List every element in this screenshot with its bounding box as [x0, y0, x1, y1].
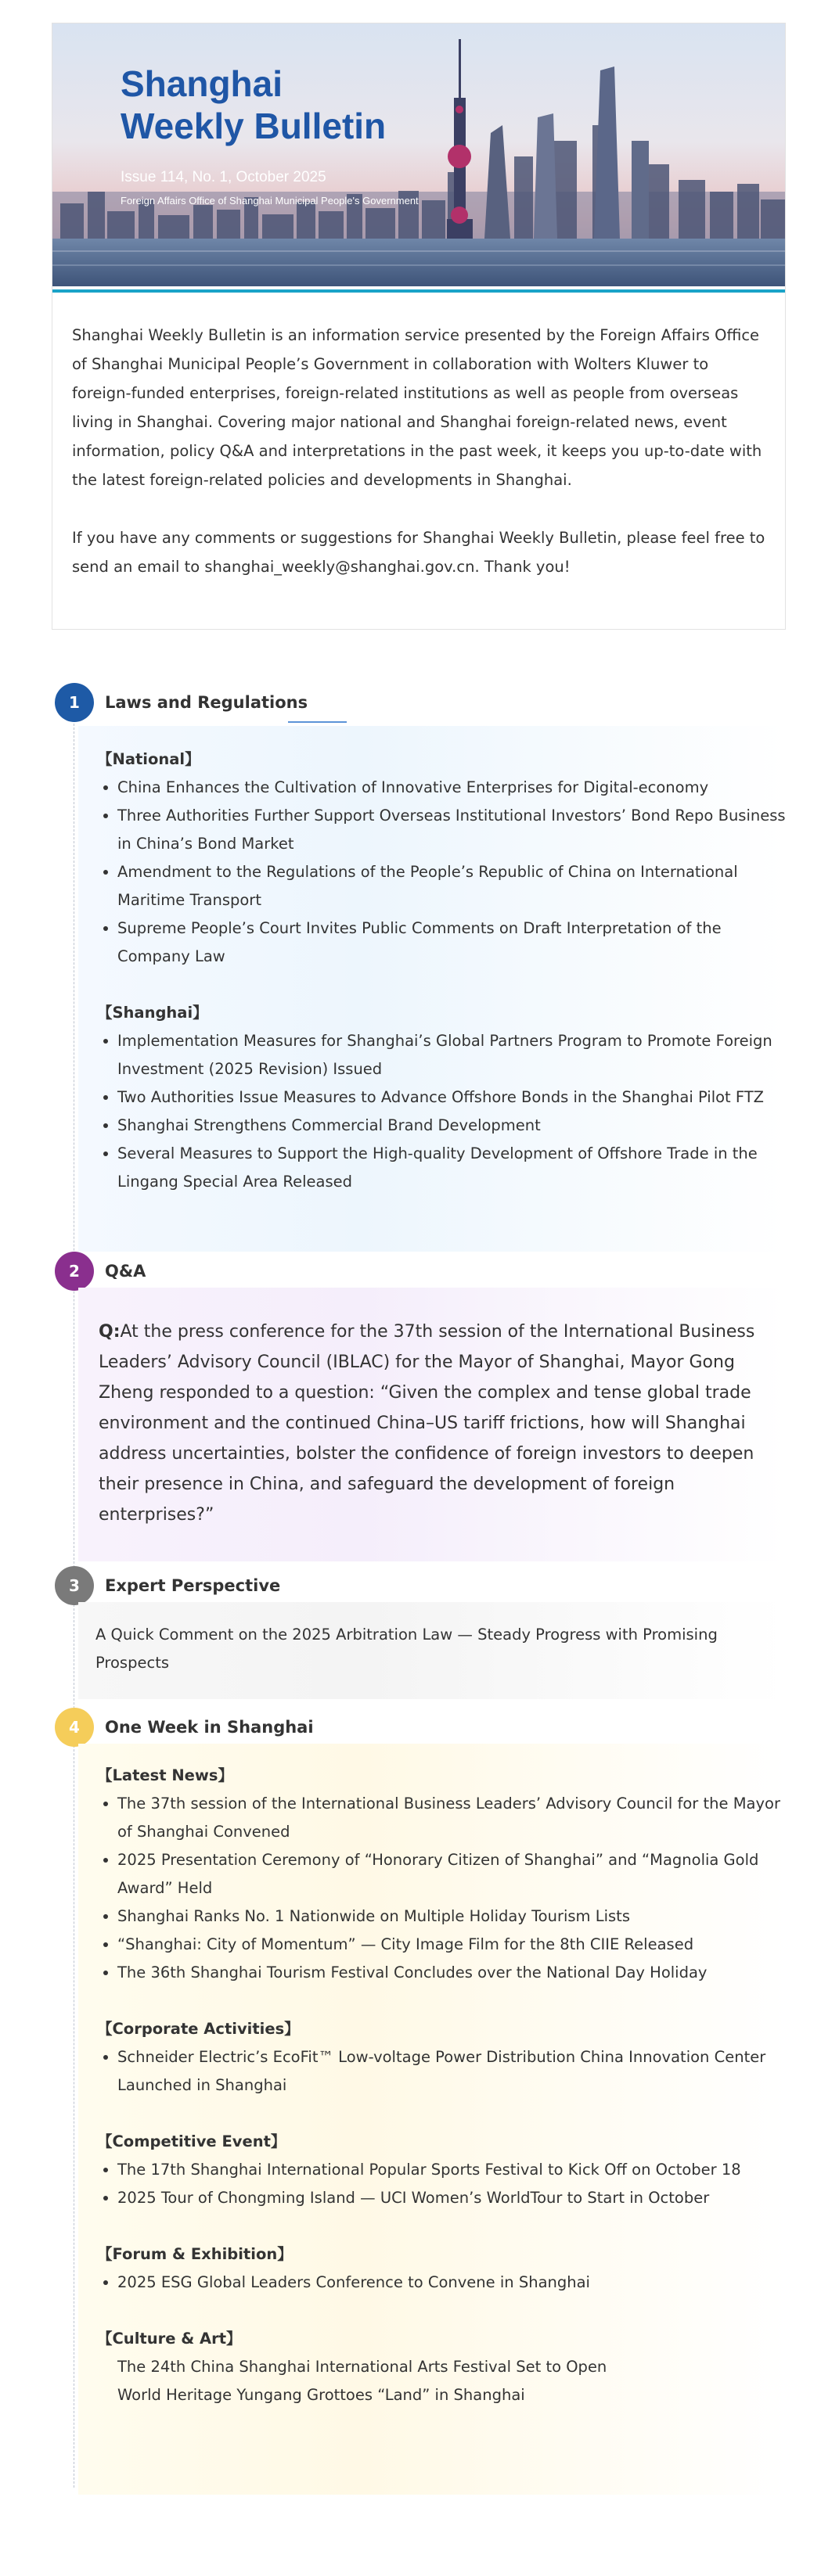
- expert-article-link[interactable]: A Quick Comment on the 2025 Arbitration Law — Steady Progress with Promising Prospects: [95, 1626, 718, 1672]
- group-heading-culture: 【Culture & Art】: [97, 2330, 242, 2348]
- title-underline: [288, 721, 347, 723]
- list-item-link[interactable]: Schneider Electric’s EcoFit™ Low-voltage Power Distribution China Innovation Center Launched in Shanghai: [97, 2043, 786, 2100]
- section-number-laws: 1: [55, 683, 94, 722]
- shanghai-list: [97, 1027, 786, 1196]
- list-item-link[interactable]: 2025 Presentation Ceremony of “Honorary Citizen of Shanghai” and “Magnolia Gold Award” Held: [97, 1846, 786, 1902]
- bulletin-title-line2: Weekly Bulletin: [121, 106, 387, 146]
- list-item-link[interactable]: The 36th Shanghai Tourism Festival Concludes over the National Day Holiday: [97, 1959, 786, 1987]
- list-item-link[interactable]: Several Measures to Support the High-quality Development of Offshore Trade in the Lingang Special Area Released: [97, 1140, 786, 1196]
- spacer: [97, 2100, 786, 2128]
- list-item-link[interactable]: Amendment to the Regulations of the People’s Republic of China on International Maritime Transport: [97, 858, 786, 914]
- section-number-expert: 3: [55, 1566, 94, 1605]
- section-number-week: 4: [55, 1708, 94, 1747]
- list-item-link[interactable]: Shanghai Ranks No. 1 Nationwide on Multiple Holiday Tourism Lists: [97, 1902, 786, 1931]
- spacer: [97, 971, 786, 999]
- group-heading-corporate: 【Corporate Activities】: [97, 2020, 300, 2038]
- list-item-link[interactable]: 2025 Tour of Chongming Island — UCI Women’s WorldTour to Start in October: [97, 2184, 786, 2212]
- laws-content: [97, 745, 786, 1196]
- section-title-qa: Q&A: [105, 1262, 146, 1281]
- list-item-link[interactable]: Implementation Measures for Shanghai’s Global Partners Program to Promote Foreign Investment (2025 Revision) Issued: [97, 1027, 786, 1083]
- question-label: Q:: [99, 1322, 121, 1342]
- list-item-link[interactable]: China Enhances the Cultivation of Innovative Enterprises for Digital-economy: [97, 774, 786, 802]
- section-title-expert: Expert Perspective: [105, 1576, 281, 1595]
- contact-paragraph: If you have any comments or suggestions for Shanghai Weekly Bulletin, please feel free to send an email to shanghai_weekly@shanghai.gov.cn. Thank you!: [72, 529, 765, 576]
- list-item-link[interactable]: Two Authorities Issue Measures to Advance Offshore Bonds in the Shanghai Pilot FTZ: [97, 1083, 786, 1112]
- corporate-list: [97, 2043, 786, 2100]
- section-title-week: One Week in Shanghai: [105, 1718, 314, 1737]
- culture-item-link[interactable]: World Heritage Yungang Grottoes “Land” in Shanghai: [117, 2386, 525, 2404]
- qa-question[interactable]: [99, 1317, 787, 1530]
- forum-list: [97, 2269, 786, 2297]
- question-text: At the press conference for the 37th session of the International Business Leaders’ Advisory Council (IBLAC) for the Mayor of Shanghai, Mayor Gong Zheng responded to a question: “Given the complex and tense global trade environment and the continued China–US tariff frictions, how will Shanghai address uncertainties, bolster the confidence of foreign investors to deepen their presence in China, and safeguard the development of foreign enterprises?”: [99, 1322, 755, 1525]
- section-number-qa: 2: [55, 1252, 94, 1291]
- list-item-link[interactable]: Shanghai Strengthens Commercial Brand Development: [97, 1112, 786, 1140]
- week-content: [97, 1762, 786, 2409]
- skyline-banner: [52, 23, 785, 293]
- list-item-link[interactable]: The 17th Shanghai International Popular Sports Festival to Kick Off on October 18: [97, 2156, 786, 2184]
- bulletin-title-line1: Shanghai: [121, 63, 283, 104]
- list-item-link[interactable]: Three Authorities Further Support Overseas Institutional Investors’ Bond Repo Business in China’s Bond Market: [97, 802, 786, 858]
- section-title-laws: Laws and Regulations: [105, 693, 308, 712]
- national-list: [97, 774, 786, 971]
- list-item-link[interactable]: The 37th session of the International Business Leaders’ Advisory Council for the Mayor of Shanghai Convened: [97, 1790, 786, 1846]
- spacer: [97, 2212, 786, 2240]
- group-heading-shanghai: 【Shanghai】: [97, 1004, 208, 1022]
- list-item-link[interactable]: “Shanghai: City of Momentum” — City Image Film for the 8th CIIE Released: [97, 1931, 786, 1959]
- competitive-list: [97, 2156, 786, 2212]
- intro-card: [52, 23, 786, 630]
- spacer: [97, 1987, 786, 2015]
- publisher-label: Foreign Affairs Office of Shanghai Municipal People's Government: [121, 195, 419, 207]
- group-heading-national: 【National】: [97, 750, 200, 768]
- intro-paragraph: Shanghai Weekly Bulletin is an information service presented by the Foreign Affairs Office of Shanghai Municipal People’s Government in collaboration with Wolters Kluwer to foreign-funded enterprises, foreign-related institutions as well as people from overseas living in Shanghai. Covering major national and Shanghai foreign-related news, event information, policy Q&A and interpretations in the past week, it keeps you up-to-date with the latest foreign-related policies and developments in Shanghai.: [72, 326, 762, 489]
- bulletin-title: [121, 63, 386, 147]
- group-heading-competitive: 【Competitive Event】: [97, 2132, 286, 2150]
- culture-item-link[interactable]: The 24th China Shanghai International Arts Festival Set to Open: [117, 2358, 607, 2376]
- group-heading-latest-news: 【Latest News】: [97, 1766, 234, 1784]
- latest-news-list: [97, 1790, 786, 1987]
- spacer: [97, 2297, 786, 2325]
- issue-label: Issue 114, No. 1, October 2025: [121, 169, 326, 185]
- group-heading-forum: 【Forum & Exhibition】: [97, 2245, 293, 2263]
- list-item-link[interactable]: 2025 ESG Global Leaders Conference to Convene in Shanghai: [97, 2269, 786, 2297]
- list-item-link[interactable]: Supreme People’s Court Invites Public Comments on Draft Interpretation of the Company Law: [97, 914, 786, 971]
- intro-text: [72, 321, 769, 581]
